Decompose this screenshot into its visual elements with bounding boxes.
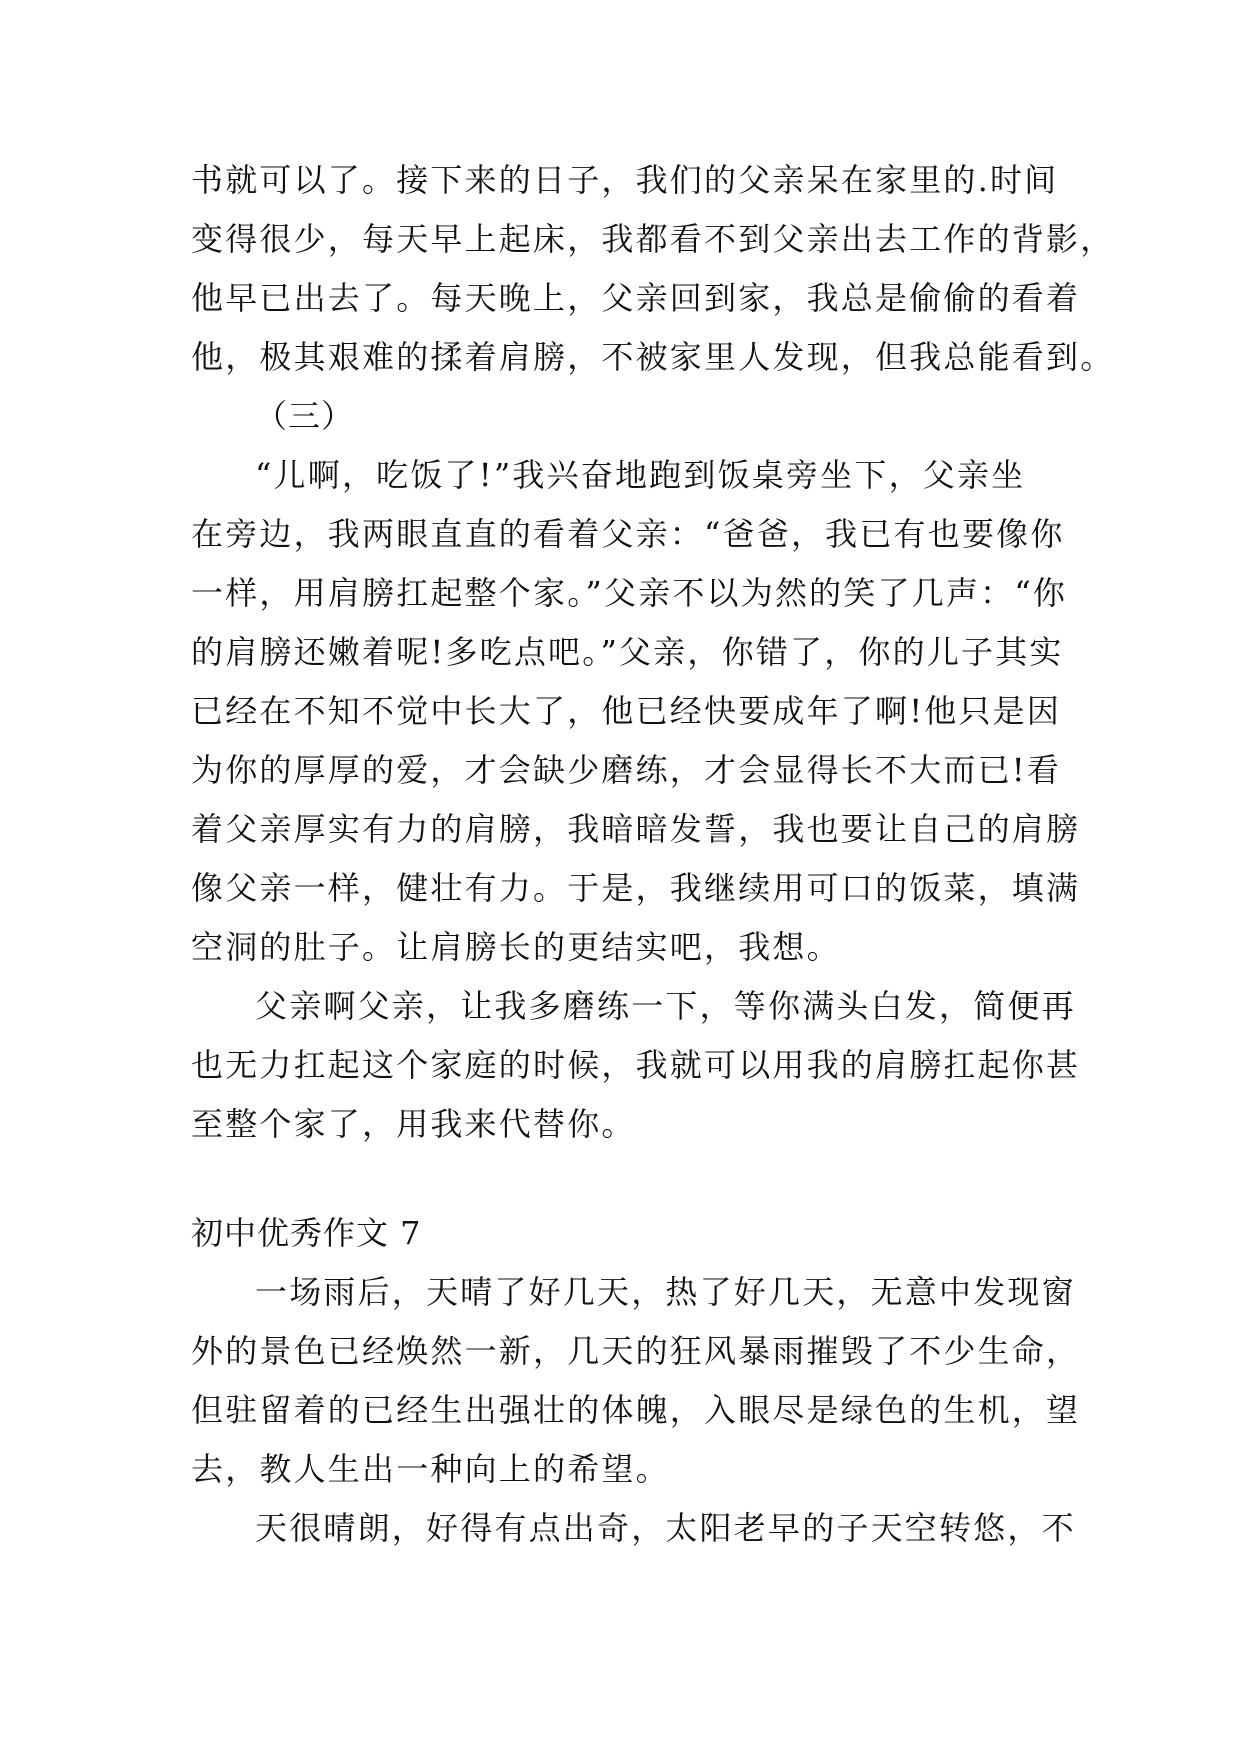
text-line: 书就可以了。接下来的日子，我们的父亲呆在家里的.时间 <box>191 161 1059 199</box>
text-line: 变得很少，每天早上起床，我都看不到父亲出去工作的背影， <box>191 220 1115 258</box>
text-line: 也无力扛起这个家庭的时候，我就可以用我的肩膀扛起你甚 <box>191 1046 1081 1084</box>
text-line: 他，极其艰难的揉着肩膀，不被家里人发现，但我总能看到。 <box>191 338 1115 376</box>
essay-title: 初中优秀作文 7 <box>191 1214 422 1252</box>
text-line: 已经在不知不觉中长大了，他已经快要成年了啊!他只是因 <box>191 692 1062 730</box>
text-line: 他早已出去了。每天晚上，父亲回到家，我总是偷偷的看着 <box>191 279 1081 317</box>
text-line: 的肩膀还嫩着呢!多吃点吧。”父亲，你错了，你的儿子其实 <box>191 633 1064 671</box>
text-line: 至整个家了，用我来代替你。 <box>191 1105 636 1143</box>
text-line: 一样，用肩膀扛起整个家。”父亲不以为然的笑了几声：“你 <box>191 574 1068 612</box>
paragraph-start-line: “儿啊，吃饭了!”我兴奋地跑到饭桌旁坐下，父亲坐 <box>255 456 1026 494</box>
text-line: 空洞的肚子。让肩膀长的更结实吧，我想。 <box>191 928 841 966</box>
text-line: 去，教人生出一种向上的希望。 <box>191 1450 670 1488</box>
paragraph-start-line: 一场雨后，天晴了好几天，热了好几天，无意中发现窗 <box>255 1273 1076 1311</box>
section-heading: （三） <box>255 397 355 435</box>
text-line: 像父亲一样，健壮有力。于是，我继续用可口的饭菜，填满 <box>191 869 1081 907</box>
text-line: 着父亲厚实有力的肩膀，我暗暗发誓，我也要让自己的肩膀 <box>191 810 1081 848</box>
text-line: 外的景色已经焕然一新，几天的狂风暴雨摧毁了不少生命， <box>191 1332 1081 1370</box>
paragraph-start-line: 天很晴朗，好得有点出奇，太阳老早的子天空转悠，不 <box>255 1509 1076 1547</box>
text-line: 在旁边，我两眼直直的看着父亲：“爸爸，我已有也要像你 <box>191 515 1065 553</box>
text-line: 为你的厚厚的爱，才会缺少磨练，才会显得长不大而已!看 <box>191 751 1062 789</box>
text-line: 但驻留着的已经生出强壮的体魄，入眼尽是绿色的生机，望 <box>191 1391 1081 1429</box>
paragraph-start-line: 父亲啊父亲，让我多磨练一下，等你满头白发，简便再 <box>255 987 1076 1025</box>
